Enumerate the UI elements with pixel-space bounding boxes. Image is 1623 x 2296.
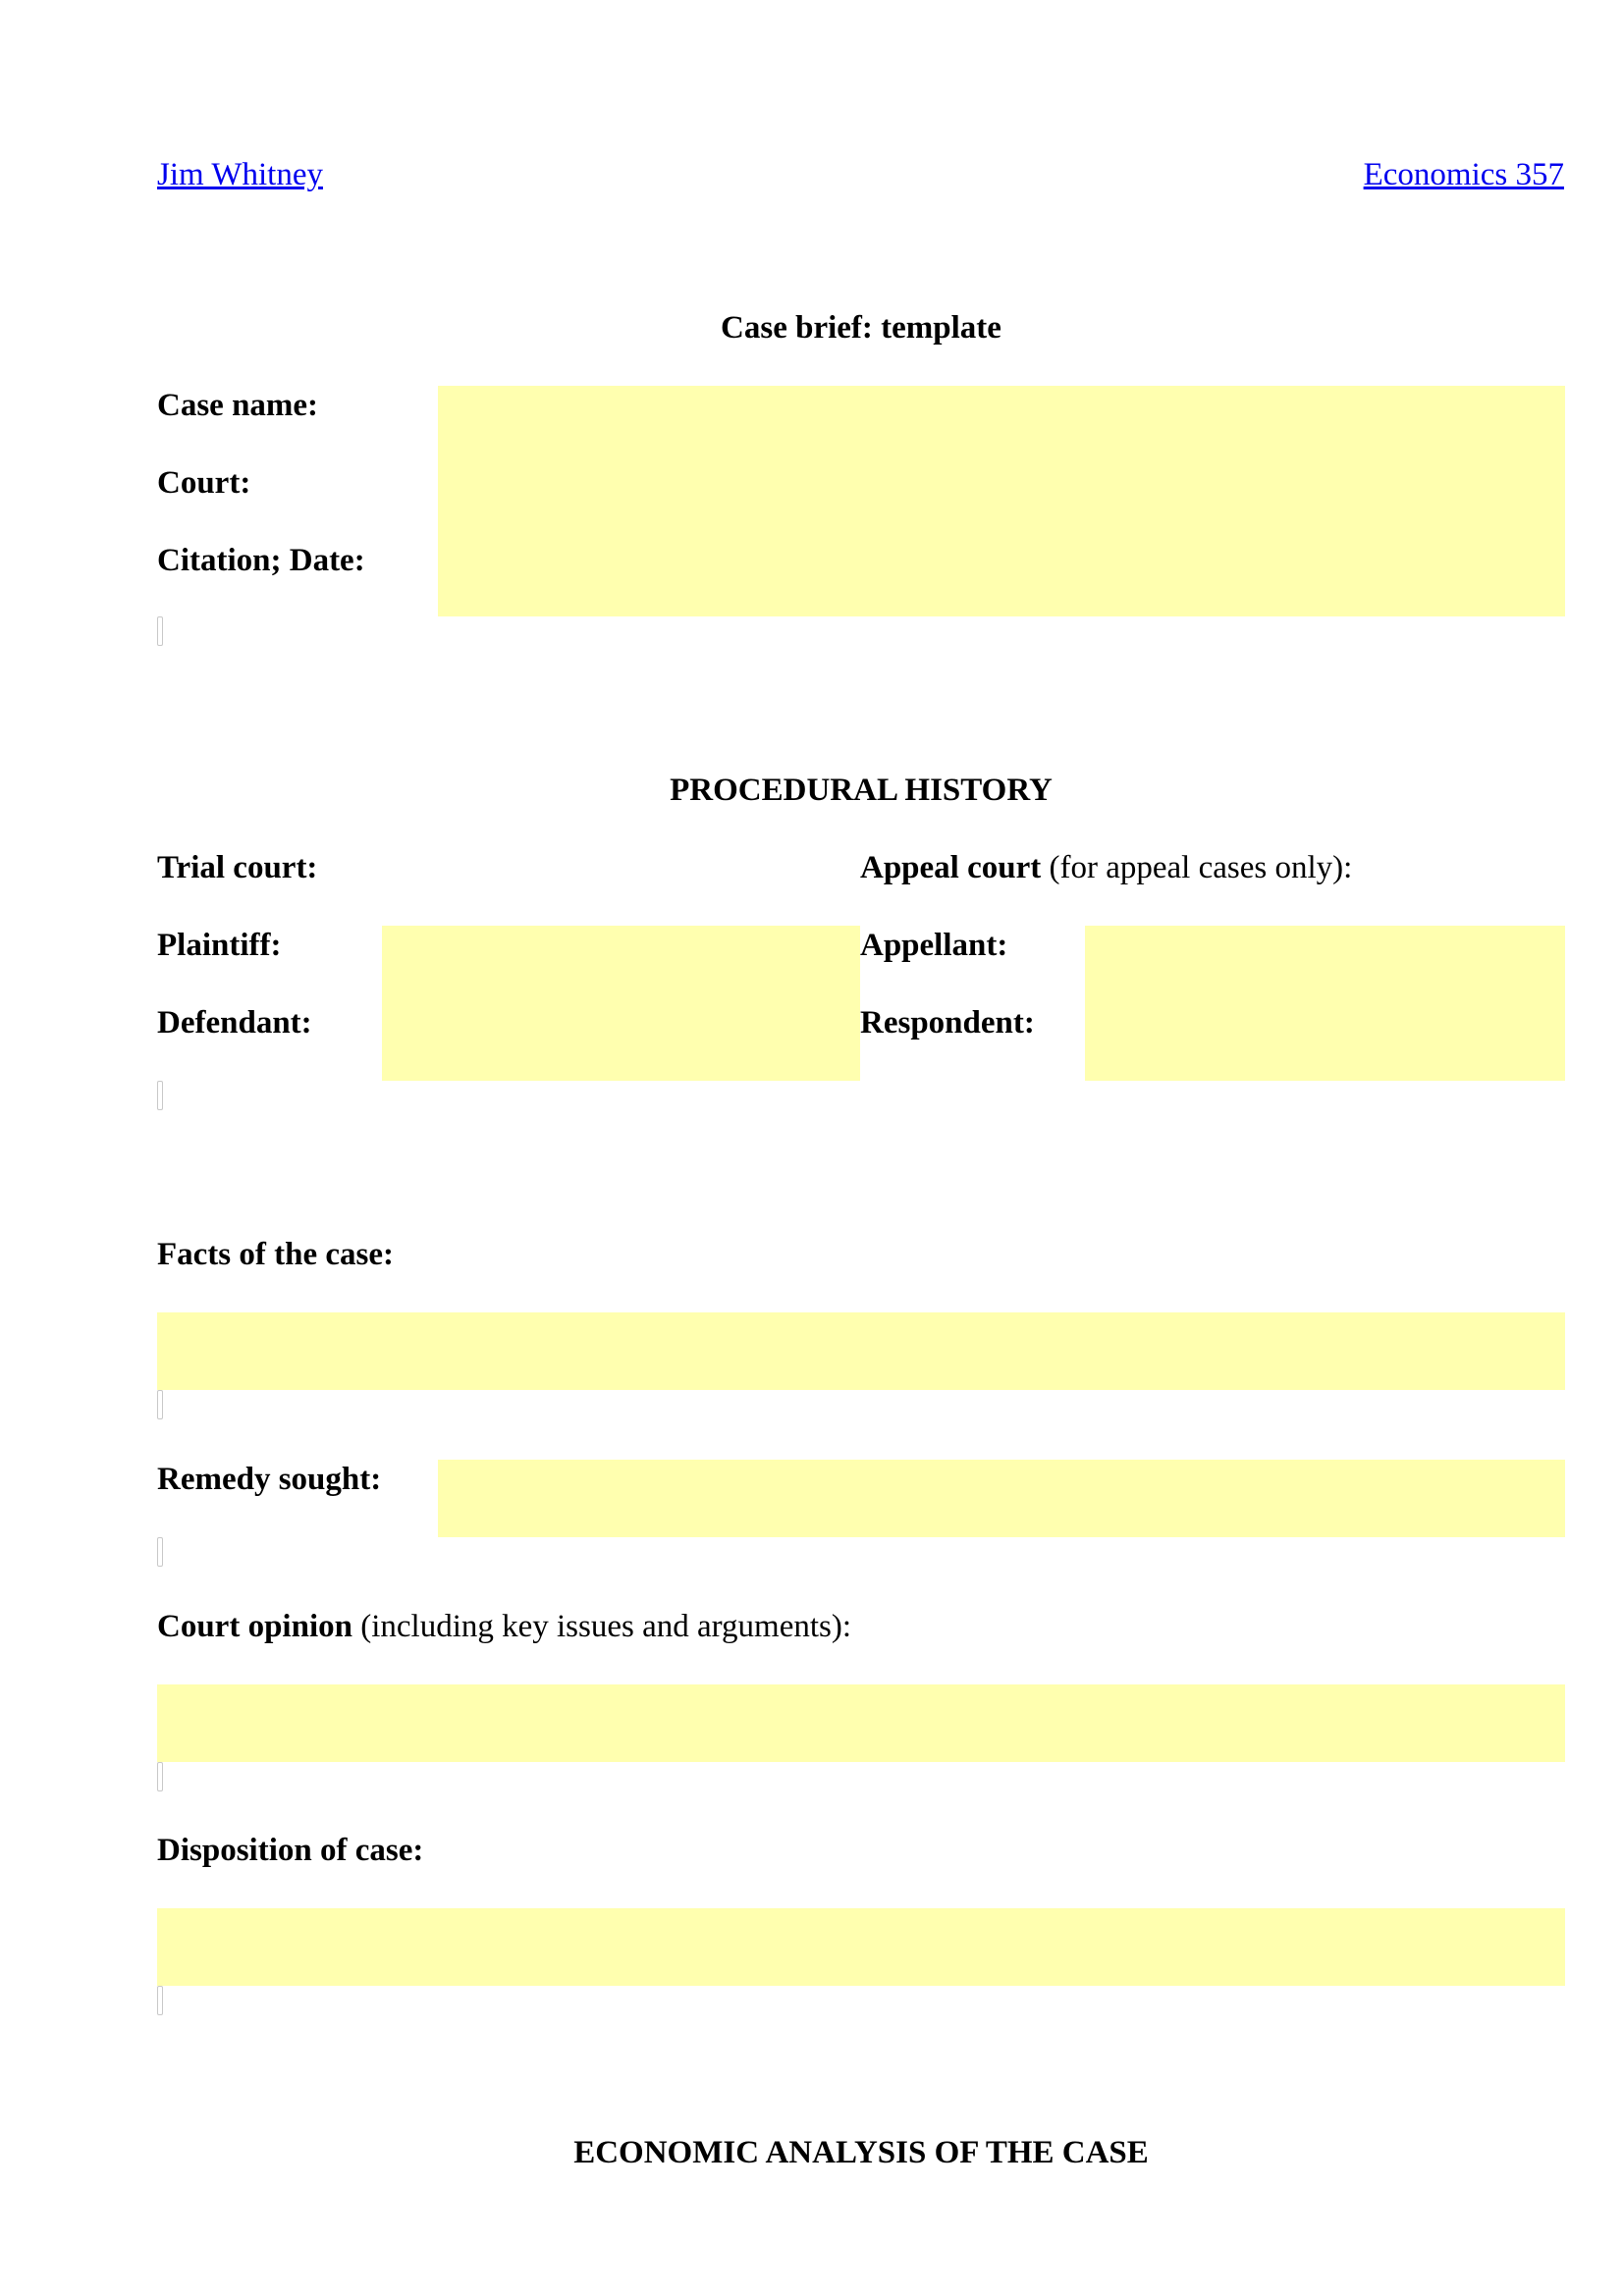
court-opinion-heading <box>157 1607 851 1646</box>
text-cursor-marker <box>157 1081 163 1110</box>
disposition-label: Disposition of case: <box>157 1833 424 1868</box>
text-cursor-marker <box>157 1390 163 1419</box>
citation-date-label: Citation; Date: <box>157 543 365 578</box>
defendant-label: Defendant: <box>157 1005 312 1041</box>
appellant-respondent-input-field[interactable] <box>1085 926 1565 1081</box>
respondent-label: Respondent: <box>860 1005 1035 1041</box>
appellant-label: Appellant: <box>860 928 1008 963</box>
economic-analysis-heading: ECONOMIC ANALYSIS OF THE CASE <box>573 2135 1149 2170</box>
plaintiff-label: Plaintiff: <box>157 928 282 963</box>
appeal-court-heading <box>860 848 1352 887</box>
course-link[interactable]: Economics 357 <box>1363 157 1564 192</box>
author-link[interactable]: Jim Whitney <box>157 157 323 192</box>
appeal-court-note: (for appeal cases only): <box>1041 850 1353 885</box>
plaintiff-defendant-input-field[interactable] <box>382 926 860 1081</box>
court-opinion-input-field[interactable] <box>157 1684 1565 1762</box>
text-cursor-marker <box>157 1537 163 1567</box>
case-info-input-field[interactable] <box>438 386 1565 616</box>
appeal-court-label: Appeal court <box>860 850 1042 885</box>
court-opinion-note: (including key issues and arguments): <box>352 1609 852 1644</box>
text-cursor-marker <box>157 1986 163 2015</box>
court-opinion-label: Court opinion <box>157 1609 352 1644</box>
facts-label: Facts of the case: <box>157 1237 394 1272</box>
page-title: Case brief: template <box>721 310 1001 346</box>
text-cursor-marker <box>157 1762 163 1791</box>
court-label: Court: <box>157 465 251 501</box>
facts-input-field[interactable] <box>157 1312 1565 1390</box>
trial-court-label: Trial court: <box>157 850 318 885</box>
text-cursor-marker <box>157 616 163 646</box>
disposition-input-field[interactable] <box>157 1908 1565 1986</box>
remedy-sought-input-field[interactable] <box>438 1460 1565 1537</box>
procedural-history-heading: PROCEDURAL HISTORY <box>670 773 1053 808</box>
case-name-label: Case name: <box>157 388 319 423</box>
remedy-sought-label: Remedy sought: <box>157 1462 382 1497</box>
